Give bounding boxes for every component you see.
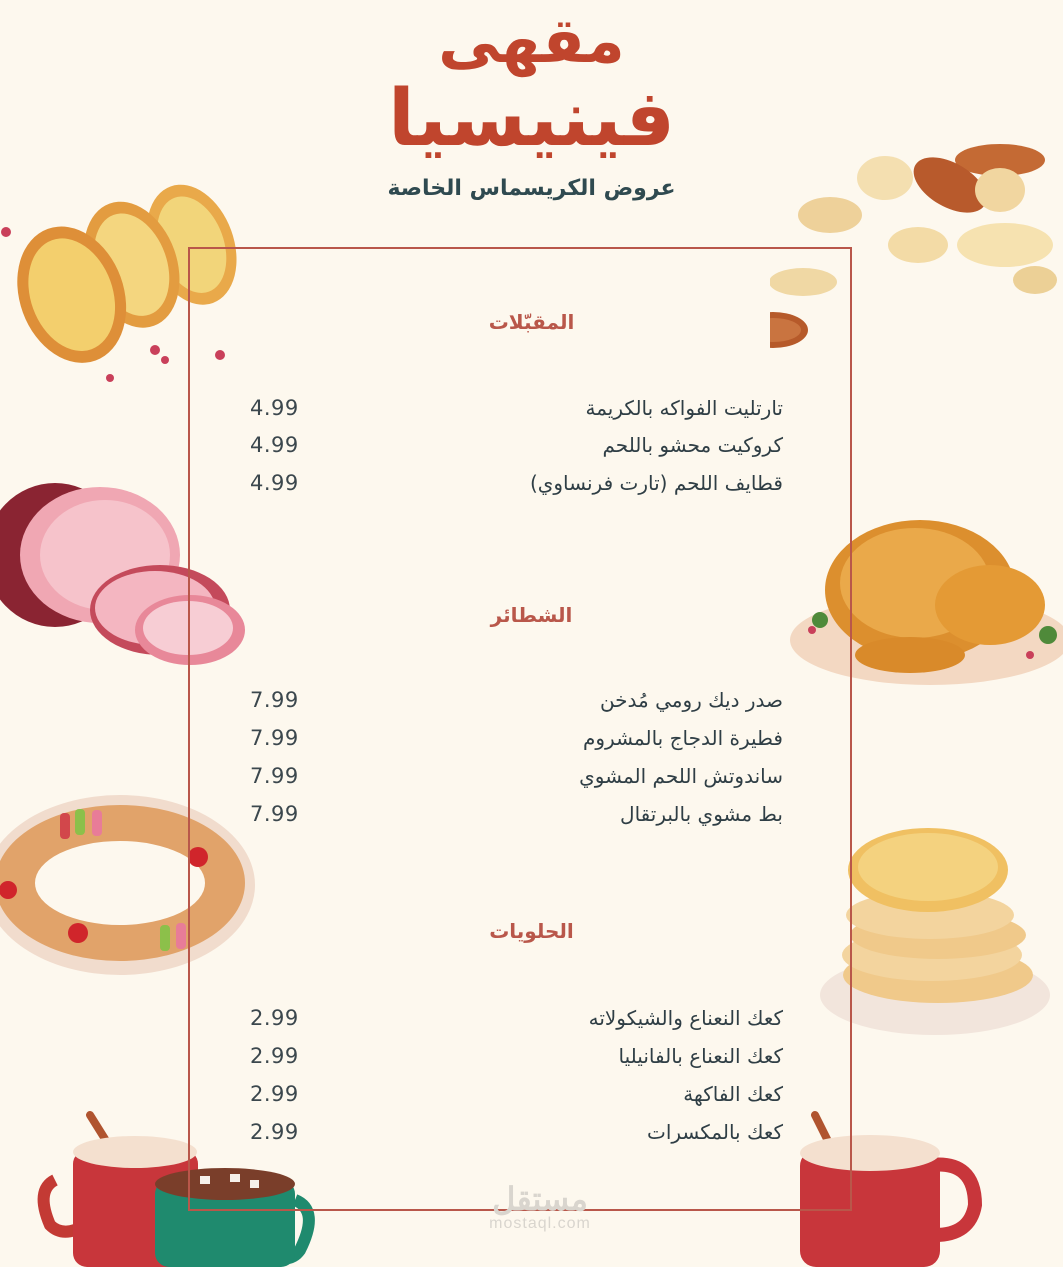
- menu-item-price: 2.99: [250, 1044, 299, 1068]
- menu-item-price: 4.99: [250, 433, 299, 457]
- watermark-logo-text: مستقل: [492, 1181, 588, 1217]
- watermark: [440, 1183, 640, 1233]
- menu-item-name: كعك النعناع والشيكولاته: [588, 1006, 783, 1030]
- menu-item-name: فطيرة الدجاج بالمشروم: [583, 726, 783, 750]
- menu-item-name: ساندوتش اللحم المشوي: [579, 764, 783, 788]
- section-title-appetizers: المقبّلات: [488, 310, 575, 334]
- menu-item-name: كعك الفاكهة: [683, 1082, 783, 1106]
- menu-item-price: 4.99: [250, 471, 299, 495]
- menu-item-name: كعك النعناع بالفانيليا: [618, 1044, 783, 1068]
- menu-item-price: 4.99: [250, 396, 299, 420]
- watermark-domain: mostaql.com: [489, 1215, 591, 1232]
- cafe-name-line1: مقهى: [438, 4, 625, 77]
- menu-item-price: 7.99: [250, 688, 299, 712]
- page-subtitle: عروض الكريسماس الخاصة: [387, 176, 676, 201]
- menu-item-price: 2.99: [250, 1006, 299, 1030]
- menu-item-name: كروكيت محشو باللحم: [602, 433, 783, 457]
- menu-item-price: 7.99: [250, 802, 299, 826]
- menu-item-name: قطايف اللحم (تارت فرنساوي): [529, 471, 783, 495]
- section-title-desserts: الحلويات: [489, 919, 574, 943]
- menu-item-name: تارتليت الفواكه بالكريمة: [585, 396, 783, 420]
- menu-item-name: صدر ديك رومي مُدخن: [599, 688, 783, 712]
- menu-item-name: كعك بالمكسرات: [646, 1120, 783, 1144]
- section-title-sandwiches: الشطائر: [490, 603, 573, 627]
- menu-item-price: 2.99: [250, 1120, 299, 1144]
- menu-item-price: 7.99: [250, 764, 299, 788]
- menu-item-price: 7.99: [250, 726, 299, 750]
- cafe-name-line2: فينيسيا: [387, 74, 676, 164]
- menu-item-name: بط مشوي بالبرتقال: [620, 802, 783, 826]
- menu-item-price: 2.99: [250, 1082, 299, 1106]
